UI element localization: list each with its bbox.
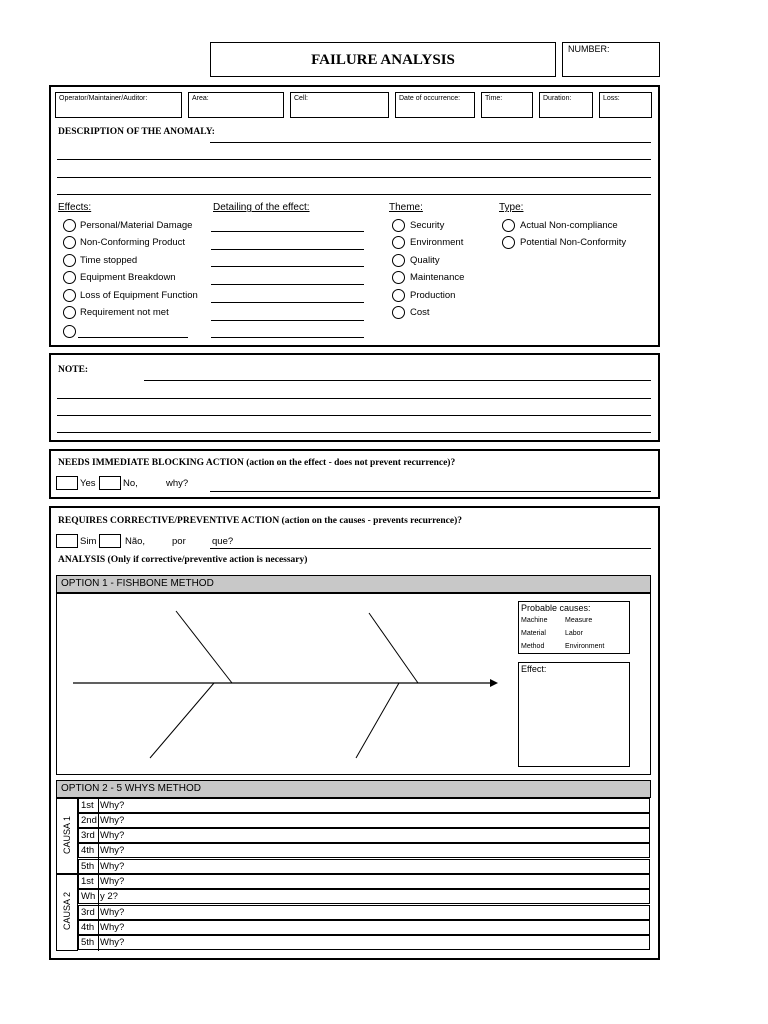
detailing-line[interactable] [211, 266, 364, 267]
cause-item: Measure [565, 617, 593, 624]
detailing-line[interactable] [211, 249, 364, 250]
detailing-line[interactable] [211, 284, 364, 285]
analysis-label: ANALYSIS (Only if corrective/preventive action is necessary) [58, 555, 308, 565]
blocking-yes-label: Yes [80, 478, 96, 489]
why-row[interactable]: 3rd Why? [78, 828, 650, 843]
why-row[interactable]: 1st Why? [78, 874, 650, 889]
effect-label: Requirement not met [80, 307, 169, 318]
theme-label-item: Maintenance [410, 272, 465, 283]
why-row[interactable]: 4th Why? [78, 920, 650, 935]
effect-other-line[interactable] [78, 337, 188, 338]
why-column-divider [98, 798, 99, 951]
effect-radio-other[interactable] [63, 325, 76, 338]
time-field[interactable]: Time: [481, 92, 533, 118]
probable-causes-label: Probable causes: [521, 603, 591, 613]
cause-item: Machine [521, 617, 548, 624]
why-row[interactable]: 1st Why? [78, 798, 650, 813]
why-row[interactable]: Wh y 2? [78, 889, 650, 904]
effect-radio[interactable] [63, 289, 76, 302]
description-line[interactable] [57, 194, 651, 195]
detailing-label: Detailing of the effect: [213, 202, 310, 213]
description-label: DESCRIPTION OF THE ANOMALY: [58, 127, 215, 137]
effect-box-label: Effect: [521, 664, 547, 674]
why-row[interactable]: 2nd Why? [78, 813, 650, 828]
theme-radio[interactable] [392, 236, 405, 249]
blocking-question: NEEDS IMMEDIATE BLOCKING ACTION (action on the effect - does not prevent recurrence)? [58, 458, 456, 468]
cause-item: Labor [565, 630, 583, 637]
type-radio[interactable] [502, 236, 515, 249]
why-row[interactable]: 5th Why? [78, 935, 650, 950]
blocking-yes-checkbox[interactable] [56, 476, 78, 490]
cause-item: Environment [565, 643, 605, 650]
corrective-yes-label: Sim [80, 536, 97, 547]
duration-field[interactable]: Duration: [539, 92, 593, 118]
area-field[interactable]: Area: [188, 92, 284, 118]
loss-field[interactable]: Loss: [599, 92, 652, 118]
description-line[interactable] [57, 177, 651, 178]
corrective-que-label: que? [212, 536, 234, 547]
effect-radio[interactable] [63, 271, 76, 284]
note-label: NOTE: [58, 365, 89, 375]
description-line[interactable] [210, 142, 651, 143]
corrective-por-label: por [172, 536, 186, 547]
type-label-item: Actual Non-compliance [520, 220, 618, 231]
cause-item: Material [521, 630, 546, 637]
effect-box[interactable] [518, 662, 630, 767]
theme-label-item: Quality [410, 255, 440, 266]
detailing-line[interactable] [211, 320, 364, 321]
note-line[interactable] [144, 380, 651, 381]
why-row[interactable]: 5th Why? [78, 859, 650, 874]
theme-label: Theme: [389, 202, 423, 213]
note-line[interactable] [57, 398, 651, 399]
page-title: FAILURE ANALYSIS [311, 52, 455, 68]
effect-label: Time stopped [80, 255, 138, 266]
effect-label: Personal/Material Damage [80, 220, 193, 231]
theme-radio[interactable] [392, 289, 405, 302]
blocking-why-line[interactable] [210, 491, 651, 492]
cell-field[interactable]: Cell: [290, 92, 389, 118]
theme-label-item: Security [410, 220, 445, 231]
theme-label-item: Environment [410, 237, 464, 248]
causa1-label: CAUSA 1 [62, 815, 72, 855]
option2-header: OPTION 2 - 5 WHYS METHOD [56, 780, 651, 798]
cause-item: Method [521, 643, 545, 650]
effect-radio[interactable] [63, 219, 76, 232]
blocking-no-checkbox[interactable] [99, 476, 121, 490]
blocking-why-label: why? [166, 478, 189, 489]
type-radio[interactable] [502, 219, 515, 232]
theme-radio[interactable] [392, 254, 405, 267]
detailing-line[interactable] [211, 302, 364, 303]
corrective-yes-checkbox[interactable] [56, 534, 78, 548]
theme-label-item: Cost [410, 307, 430, 318]
why-row[interactable]: 4th Why? [78, 843, 650, 858]
why-row[interactable]: 3rd Why? [78, 905, 650, 920]
theme-label-item: Production [410, 290, 456, 301]
number-field[interactable] [562, 42, 660, 77]
number-label: NUMBER: [568, 44, 610, 54]
effect-label: Loss of Equipment Function [80, 290, 198, 301]
theme-radio[interactable] [392, 306, 405, 319]
date-field[interactable]: Date of occurrence: [395, 92, 475, 118]
corrective-no-label: Não, [125, 536, 146, 547]
effect-radio[interactable] [63, 236, 76, 249]
effect-radio[interactable] [63, 254, 76, 267]
detailing-line[interactable] [211, 337, 364, 338]
effect-label: Non-Conforming Product [80, 237, 186, 248]
causa2-label: CAUSA 2 [62, 891, 72, 931]
theme-radio[interactable] [392, 219, 405, 232]
option1-header: OPTION 1 - FISHBONE METHOD [56, 575, 651, 593]
probable-causes-box [518, 601, 630, 654]
type-label: Type: [499, 202, 524, 213]
effect-radio[interactable] [63, 306, 76, 319]
corrective-no-checkbox[interactable] [99, 534, 121, 548]
corrective-question: REQUIRES CORRECTIVE/PREVENTIVE ACTION (action on the causes - prevents recurrence)? [58, 516, 463, 526]
effect-label: Equipment Breakdown [80, 272, 176, 283]
effects-label: Effects: [58, 202, 92, 213]
note-line[interactable] [57, 415, 651, 416]
blocking-no-label: No, [123, 478, 138, 489]
title-box [210, 42, 556, 77]
type-label-item: Potential Non-Conformity [520, 237, 627, 248]
detailing-line[interactable] [211, 231, 364, 232]
note-line[interactable] [57, 432, 651, 433]
operator-field[interactable]: Operator/Maintainer/Auditor: [55, 92, 182, 118]
description-line[interactable] [57, 159, 651, 160]
corrective-why-line[interactable] [210, 548, 651, 549]
theme-radio[interactable] [392, 271, 405, 284]
